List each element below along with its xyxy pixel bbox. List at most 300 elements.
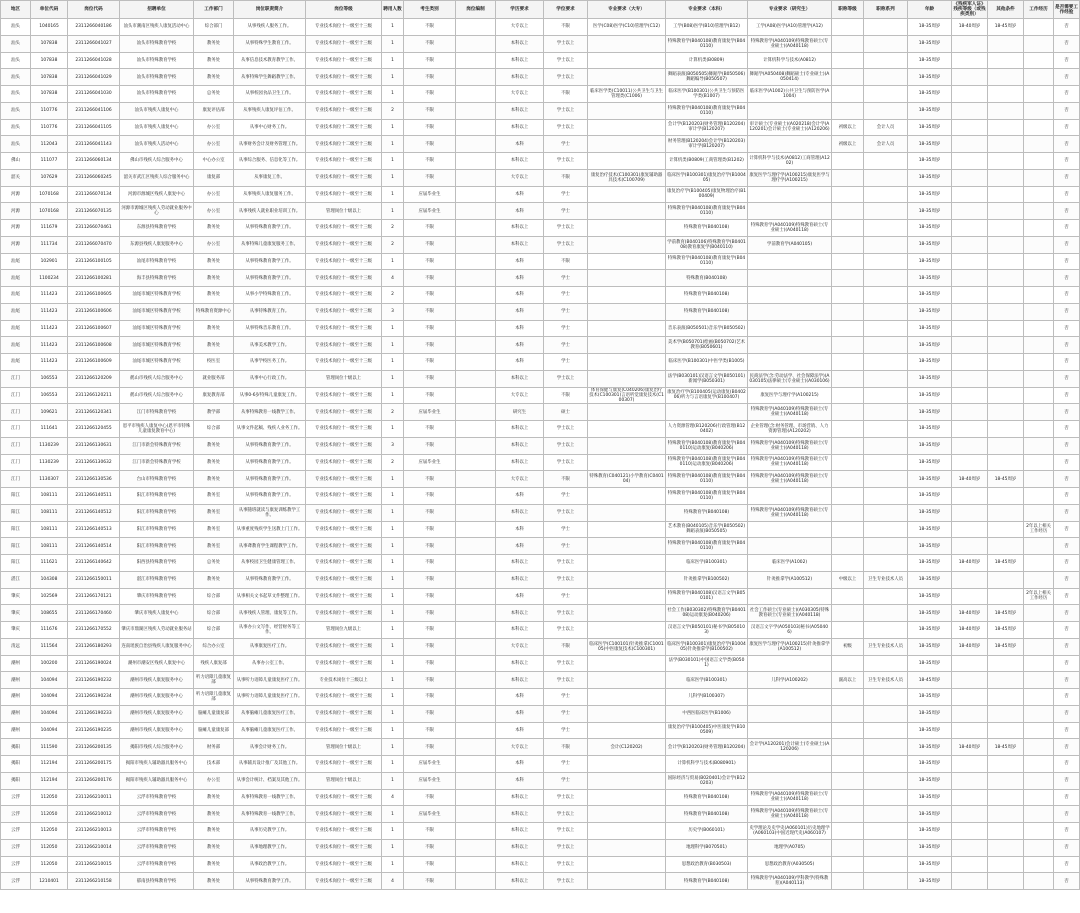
- table-cell: 4: [382, 789, 404, 806]
- table-cell: 儿科学(B100307): [666, 689, 748, 706]
- table-cell: 2: [382, 102, 404, 119]
- table-cell: 不限: [404, 538, 456, 555]
- table-cell: [832, 873, 864, 890]
- table-cell: 特殊教育学(B040108)教育康复学(B040110): [666, 488, 748, 505]
- table-cell: 特殊教育学(A040109)特殊教育硕士(专业硕士)(A040118): [748, 35, 832, 52]
- table-cell: [456, 756, 496, 773]
- table-cell: 计算机科学与技术(A0812): [748, 52, 832, 69]
- table-cell: 1: [382, 538, 404, 555]
- table-cell: 专业技术岗位十一级至十三级: [306, 35, 382, 52]
- table-cell: [832, 337, 864, 354]
- table-cell: 从事特殊教育教学工作。: [234, 571, 306, 588]
- table-cell: 否: [1054, 421, 1080, 438]
- table-cell: [952, 253, 988, 270]
- table-cell: 18-35周岁: [908, 521, 952, 538]
- table-cell: 汕头市特殊教育学校: [120, 35, 194, 52]
- table-cell: 1: [382, 203, 404, 220]
- table-cell: 史学理论及史学史(A060101)历史地理学(A060103)中国近现代史(A060107): [748, 823, 832, 840]
- table-cell: [1024, 437, 1054, 454]
- table-cell: 本科以上: [496, 236, 544, 253]
- table-cell: [864, 186, 908, 203]
- table-cell: 特殊教育学(B040108)教育康复学(B040110)运动康复(B040206): [666, 454, 748, 471]
- table-cell: [952, 370, 988, 387]
- table-cell: 108111: [31, 504, 68, 521]
- table-cell: 潮州: [1, 689, 31, 706]
- table-row: [1, 370, 1080, 387]
- table-cell: 办公室: [194, 186, 234, 203]
- table-cell: 特殊教育学(B040108): [666, 220, 748, 237]
- table-cell: 临床医学(B100301)中医学类(B1005): [666, 354, 748, 371]
- table-cell: 恩平市残疾人康复中心(恩平市特殊儿童康复教育中心): [120, 421, 194, 438]
- table-cell: 教务处: [194, 287, 234, 304]
- table-cell: 106553: [31, 387, 68, 404]
- table-cell: 卫生专业技术人员: [864, 638, 908, 655]
- table-cell: [952, 337, 988, 354]
- table-cell: 教务处: [194, 454, 234, 471]
- table-cell: 100200: [31, 655, 68, 672]
- table-cell: [864, 504, 908, 521]
- table-cell: 汕头市残疾人康复中心: [120, 119, 194, 136]
- table-cell: [952, 387, 988, 404]
- table-cell: 管理岗位十级以上: [306, 203, 382, 220]
- table-cell: [952, 186, 988, 203]
- table-cell: 中心办公室: [194, 153, 234, 170]
- table-cell: 江门: [1, 471, 31, 488]
- table-cell: 18-35周岁: [908, 454, 952, 471]
- table-row: [1, 320, 1080, 337]
- table-cell: [456, 354, 496, 371]
- table-cell: 2311266140512: [68, 504, 120, 521]
- table-cell: [832, 655, 864, 672]
- table-cell: 潮州: [1, 655, 31, 672]
- table-cell: 学士以上: [544, 873, 588, 890]
- table-cell: 2年以上相关工作经历: [1024, 588, 1054, 605]
- table-cell: 学士: [544, 756, 588, 773]
- table-cell: 脑瘫儿童康复部: [194, 705, 234, 722]
- table-cell: 从事中心财务工作。: [234, 119, 306, 136]
- table-cell: 从事残疾人康复评估工作。: [234, 102, 306, 119]
- table-cell: [456, 387, 496, 404]
- table-cell: [864, 86, 908, 103]
- table-cell: [456, 454, 496, 471]
- table-cell: 不限: [404, 421, 456, 438]
- table-cell: 医学(C08)医学(C10)管理学(C12): [588, 19, 666, 36]
- table-cell: 否: [1054, 153, 1080, 170]
- column-header: 工作部门: [194, 1, 234, 19]
- table-cell: 否: [1054, 186, 1080, 203]
- table-cell: 否: [1054, 119, 1080, 136]
- column-header: 职称系列: [864, 1, 908, 19]
- table-cell: 大专以上: [496, 471, 544, 488]
- table-cell: 18-35周岁: [908, 35, 952, 52]
- table-cell: 云浮市特殊教育学校: [120, 839, 194, 856]
- table-cell: 2311266210014: [68, 839, 120, 856]
- table-cell: 18-35周岁: [908, 588, 952, 605]
- table-cell: 特殊教育学(B040108)教育康复学(B040110): [666, 35, 748, 52]
- table-cell: [588, 136, 666, 153]
- table-cell: 管理岗位十级以上: [306, 370, 382, 387]
- table-cell: 不限: [404, 370, 456, 387]
- table-cell: 专业技术岗位十一级至十三级: [306, 521, 382, 538]
- table-cell: 本科以上: [496, 555, 544, 572]
- table-cell: 管理岗位十级以上: [306, 739, 382, 756]
- table-cell: 1: [382, 555, 404, 572]
- table-cell: [864, 739, 908, 756]
- table-cell: [864, 521, 908, 538]
- table-cell: 2311266041106: [68, 102, 120, 119]
- table-cell: 肇庆市鼎湖区残疾人劳动就业服务站: [120, 622, 194, 639]
- table-cell: 从事会计财务工作。: [234, 739, 306, 756]
- table-cell: 2311266041029: [68, 69, 120, 86]
- table-cell: 专业技术岗位十一级至十三级: [306, 488, 382, 505]
- table-cell: 汉语言文学(B050101)秘书学(B050103): [666, 622, 748, 639]
- table-row: [1, 655, 1080, 672]
- table-cell: [1024, 404, 1054, 421]
- table-cell: [988, 772, 1024, 789]
- table-cell: 工学(A08)医学(A10)管理学(A12): [748, 19, 832, 36]
- table-cell: 康复教育部: [194, 387, 234, 404]
- table-cell: 学前教育学(A040105): [748, 236, 832, 253]
- table-cell: 不限: [404, 86, 456, 103]
- table-cell: 从事特殊教育工作。: [234, 303, 306, 320]
- column-header: 《残疾军人证》残疾等级（或残疾类别）: [953, 2, 986, 17]
- table-cell: 否: [1054, 86, 1080, 103]
- table-cell: 否: [1054, 638, 1080, 655]
- table-cell: 不限: [404, 35, 456, 52]
- table-cell: [1024, 303, 1054, 320]
- table-cell: 不限: [404, 856, 456, 873]
- table-cell: 专业技术岗位十一级至十三级: [306, 404, 382, 421]
- table-cell: [864, 454, 908, 471]
- table-cell: 应届毕业生: [404, 186, 456, 203]
- table-cell: [832, 823, 864, 840]
- table-cell: 特殊教育学(B040108): [666, 806, 748, 823]
- table-cell: [988, 136, 1024, 153]
- table-cell: [1024, 19, 1054, 36]
- table-cell: [588, 153, 666, 170]
- table-cell: 康复治疗学(B100405)中医康复学(B100509): [666, 722, 748, 739]
- table-cell: 1: [382, 337, 404, 354]
- table-cell: 清远: [1, 638, 31, 655]
- table-cell: 从事重度残疾学生送教上门工作。: [234, 521, 306, 538]
- table-cell: 18-40周岁: [952, 638, 988, 655]
- table-cell: [456, 421, 496, 438]
- table-cell: [1024, 69, 1054, 86]
- table-cell: [988, 722, 1024, 739]
- table-cell: [832, 19, 864, 36]
- table-cell: [832, 303, 864, 320]
- table-cell: 专业技术岗位十二级至十三级: [306, 119, 382, 136]
- table-cell: 针灸推拿学(A100512): [748, 571, 832, 588]
- table-row: [1, 220, 1080, 237]
- table-cell: 专业技术岗位十一级至十三级: [306, 169, 382, 186]
- table-cell: 1130239: [31, 437, 68, 454]
- table-cell: 学士: [544, 186, 588, 203]
- table-cell: 18-35周岁: [908, 236, 952, 253]
- table-cell: 学士: [544, 287, 588, 304]
- table-cell: [588, 839, 666, 856]
- table-cell: 揭阳市残疾人辅助器具服务中心: [120, 756, 194, 773]
- table-cell: 康复医学与理疗学(A100215)康复医学与理疗学(A100215): [748, 169, 832, 186]
- table-cell: [588, 186, 666, 203]
- table-cell: 18-35周岁: [908, 538, 952, 555]
- table-cell: [588, 806, 666, 823]
- table-cell: [456, 521, 496, 538]
- table-cell: 不限: [544, 169, 588, 186]
- table-cell: 学士以上: [544, 504, 588, 521]
- table-cell: [988, 119, 1024, 136]
- table-cell: [748, 102, 832, 119]
- table-cell: 从事残疾人康复服务工作。: [234, 186, 306, 203]
- table-cell: 会计学(B120203)财务管理(B120204): [666, 739, 748, 756]
- table-row: [1, 622, 1080, 639]
- table-cell: [456, 588, 496, 605]
- table-cell: [832, 722, 864, 739]
- table-cell: [456, 404, 496, 421]
- table-cell: 学士以上: [544, 437, 588, 454]
- table-cell: [988, 253, 1024, 270]
- table-cell: [832, 437, 864, 454]
- table-cell: 本科: [496, 538, 544, 555]
- table-cell: 18-45周岁: [988, 471, 1024, 488]
- table-cell: 教务处: [194, 437, 234, 454]
- table-cell: 不限: [404, 270, 456, 287]
- table-cell: 汉语言文字学(A050103)秘书(A050406): [748, 622, 832, 639]
- table-cell: 1: [382, 705, 404, 722]
- table-cell: [588, 856, 666, 873]
- table-cell: 专业技术岗位十一级至十三级: [306, 253, 382, 270]
- table-cell: 汕尾市城区特殊教育学校: [120, 287, 194, 304]
- column-header: 岗位等级: [306, 1, 382, 19]
- table-cell: [588, 354, 666, 371]
- table-cell: 从事特殊教育一线教学工作。: [234, 789, 306, 806]
- table-cell: 18-35周岁: [908, 638, 952, 655]
- table-cell: 教务处: [194, 873, 234, 890]
- table-cell: 112194: [31, 772, 68, 789]
- table-cell: 108655: [31, 605, 68, 622]
- table-cell: 专业技术岗位十一级至十三级: [306, 421, 382, 438]
- table-cell: [588, 588, 666, 605]
- table-cell: 18-35周岁: [908, 421, 952, 438]
- column-header: 专业要求（大专）: [588, 1, 666, 19]
- table-cell: 1: [382, 839, 404, 856]
- table-cell: 从事特殊教育一线教学工作。: [234, 404, 306, 421]
- table-cell: 综合部: [194, 605, 234, 622]
- table-cell: 专业技术岗位十三级以上: [306, 672, 382, 689]
- table-cell: 潮州市残疾人康复服务中心: [120, 705, 194, 722]
- table-cell: 不限: [404, 471, 456, 488]
- table-cell: 2: [382, 220, 404, 237]
- table-cell: 不限: [544, 86, 588, 103]
- table-row: [1, 521, 1080, 538]
- table-cell: 18-35周岁: [908, 605, 952, 622]
- table-cell: 2311266070134: [68, 186, 120, 203]
- table-row: [1, 454, 1080, 471]
- table-cell: 临床医学(B100301): [666, 555, 748, 572]
- table-row: [1, 638, 1080, 655]
- table-cell: 否: [1054, 588, 1080, 605]
- column-header: 单位代码: [31, 1, 68, 19]
- table-cell: 专业技术岗位十一级至十三级: [306, 789, 382, 806]
- table-cell: [832, 86, 864, 103]
- table-cell: 本科以上: [496, 102, 544, 119]
- table-cell: 1: [382, 739, 404, 756]
- table-cell: 2311266210158: [68, 873, 120, 890]
- table-cell: 否: [1054, 789, 1080, 806]
- table-cell: [988, 270, 1024, 287]
- table-cell: 潮州市残疾人康复服务中心: [120, 689, 194, 706]
- table-cell: [456, 772, 496, 789]
- table-cell: 1: [382, 722, 404, 739]
- table-cell: 大专以上: [496, 387, 544, 404]
- table-cell: 不限: [544, 19, 588, 36]
- table-cell: 不限: [404, 555, 456, 572]
- table-cell: 历史学(B060101): [666, 823, 748, 840]
- table-cell: 从事听力语障儿童康复医疗工作。: [234, 689, 306, 706]
- table-cell: 111423: [31, 337, 68, 354]
- table-cell: [456, 823, 496, 840]
- table-cell: [988, 186, 1024, 203]
- table-cell: 否: [1054, 722, 1080, 739]
- table-cell: [832, 471, 864, 488]
- table-cell: 东源县残疾人康复服务中心: [120, 236, 194, 253]
- table-cell: [988, 102, 1024, 119]
- table-cell: [952, 571, 988, 588]
- table-row: [1, 823, 1080, 840]
- table-cell: 教务处: [194, 856, 234, 873]
- table-row: [1, 605, 1080, 622]
- table-cell: 校医室: [194, 354, 234, 371]
- table-cell: [864, 52, 908, 69]
- table-cell: [1024, 454, 1054, 471]
- table-cell: [456, 169, 496, 186]
- table-cell: 学士以上: [544, 220, 588, 237]
- column-header: 职称等级: [832, 1, 864, 19]
- table-cell: [748, 488, 832, 505]
- table-cell: 汕尾: [1, 337, 31, 354]
- table-row: [1, 839, 1080, 856]
- table-cell: [456, 488, 496, 505]
- table-cell: 本科: [496, 521, 544, 538]
- table-cell: 河源市源城区残疾人劳动就业服务中心: [120, 203, 194, 220]
- table-cell: 学士以上: [544, 236, 588, 253]
- table-cell: [832, 605, 864, 622]
- table-cell: 18-35周岁: [908, 370, 952, 387]
- table-cell: [456, 722, 496, 739]
- table-cell: [748, 521, 832, 538]
- table-cell: [864, 622, 908, 639]
- table-cell: 18-35周岁: [908, 789, 952, 806]
- table-cell: 否: [1054, 521, 1080, 538]
- table-cell: 听力语障儿童康复部: [194, 672, 234, 689]
- table-cell: 2311266210012: [68, 806, 120, 823]
- table-cell: [456, 873, 496, 890]
- table-cell: 18-35周岁: [908, 722, 952, 739]
- table-cell: 1: [382, 136, 404, 153]
- table-cell: 18-40周岁: [952, 471, 988, 488]
- table-row: [1, 186, 1080, 203]
- table-cell: 2311266100605: [68, 287, 120, 304]
- table-cell: 专业技术岗位十一级至十三级: [306, 186, 382, 203]
- table-cell: 云浮: [1, 856, 31, 873]
- table-cell: 财务部: [194, 739, 234, 756]
- table-cell: 1130239: [31, 454, 68, 471]
- table-cell: 专业技术岗位十一级至十三级: [306, 873, 382, 890]
- table-cell: [588, 421, 666, 438]
- table-cell: 2311266190235: [68, 722, 120, 739]
- table-cell: 舞蹈表演(B050505)舞蹈学(B050506)舞蹈编导(B050507): [666, 69, 748, 86]
- table-cell: 本科: [496, 136, 544, 153]
- table-cell: 18-35周岁: [908, 555, 952, 572]
- table-cell: 汕头: [1, 86, 31, 103]
- table-cell: 民商法学(含:劳动法学、社会保障法学)(A030105)法律硕士(专业硕士)(A030106): [748, 370, 832, 387]
- table-cell: [748, 538, 832, 555]
- table-cell: 不限: [404, 739, 456, 756]
- table-cell: 本科以上: [496, 839, 544, 856]
- table-cell: 112050: [31, 806, 68, 823]
- table-cell: 潮州: [1, 705, 31, 722]
- table-cell: 2311266100608: [68, 337, 120, 354]
- table-cell: 专业技术岗位十一级至十三级: [306, 689, 382, 706]
- table-cell: 教学部: [194, 404, 234, 421]
- table-cell: [952, 873, 988, 890]
- column-header: 工作经历: [1024, 1, 1054, 19]
- table-cell: [832, 454, 864, 471]
- table-cell: [988, 287, 1024, 304]
- table-cell: 1040165: [31, 19, 68, 36]
- table-cell: [1024, 689, 1054, 706]
- table-cell: [988, 354, 1024, 371]
- table-cell: [456, 856, 496, 873]
- table-cell: 111423: [31, 320, 68, 337]
- table-cell: 从事综合服务、信息化等工作。: [234, 153, 306, 170]
- table-cell: [832, 387, 864, 404]
- table-cell: 1: [382, 354, 404, 371]
- table-cell: [988, 236, 1024, 253]
- table-cell: [864, 253, 908, 270]
- table-cell: [1024, 823, 1054, 840]
- table-cell: [456, 52, 496, 69]
- table-cell: 江门市特殊教育学校: [120, 404, 194, 421]
- table-cell: [748, 705, 832, 722]
- table-cell: 18-35周岁: [908, 839, 952, 856]
- table-cell: 从事相关文书起草文件整理工作。: [234, 588, 306, 605]
- table-cell: [952, 588, 988, 605]
- table-cell: [1024, 672, 1054, 689]
- table-cell: [456, 622, 496, 639]
- table-cell: [988, 705, 1024, 722]
- table-cell: [988, 655, 1024, 672]
- column-header: 其他条件: [988, 1, 1024, 19]
- table-cell: 从事聋教育学生课程教学工作。: [234, 538, 306, 555]
- table-cell: 18-45周岁: [988, 19, 1024, 36]
- table-cell: 汕尾: [1, 354, 31, 371]
- table-cell: 专业技术岗位十一级至十三级: [306, 823, 382, 840]
- table-cell: 18-45周岁: [988, 555, 1024, 572]
- table-cell: [864, 421, 908, 438]
- table-cell: 专业技术岗位十一级至十三级: [306, 471, 382, 488]
- table-cell: 佛山: [1, 153, 31, 170]
- table-cell: 2311266200175: [68, 756, 120, 773]
- table-cell: 不限: [404, 689, 456, 706]
- column-header: 岗位职责简介: [234, 1, 306, 19]
- table-cell: [588, 320, 666, 337]
- table-cell: 连南瑶族自治县残疾人康复服务中心: [120, 638, 194, 655]
- table-cell: 从事听力语障儿童康复医疗工作。: [234, 672, 306, 689]
- column-header: 岗位代码: [68, 1, 120, 19]
- table-cell: [952, 69, 988, 86]
- table-cell: 云浮市特殊教育学校: [120, 823, 194, 840]
